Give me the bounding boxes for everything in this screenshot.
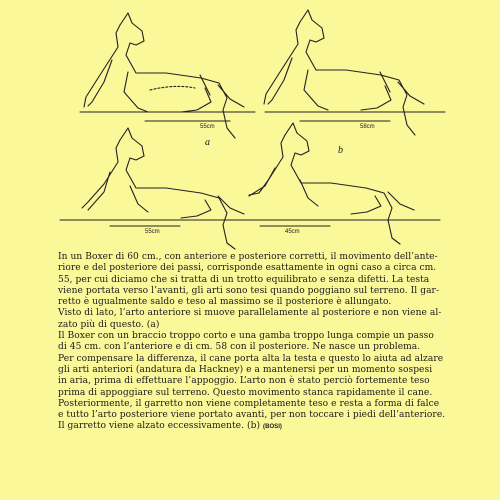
text-line: e tutto l’arto posteriore viene portato avanti, per non toccare i piedi dell’anteriore.: [58, 410, 446, 421]
text-line: riore e del posteriore dei passi, corrisponde esattamente in ogni caso a circa cm.: [58, 263, 437, 274]
text-line: di 45 cm. con l’anteriore e di cm. 58 con il posteriore. Ne nasce un problema.: [58, 342, 421, 353]
author-credit: (BOSI): [263, 424, 282, 431]
text-line: gli arti anteriori (andatura da Hackney) e a mantenersi per un momento sospesi: [58, 364, 433, 375]
dog-top-left: [84, 13, 244, 138]
measurement-top-right: 58cm: [360, 124, 375, 130]
article-text: [58, 252, 478, 434]
text-line-last: [58, 421, 478, 433]
text-line: Per compensare la differenza, il cane porta alta la testa e questo lo aiuta ad alzare: [58, 353, 444, 364]
text-line: Visto di lato, l’arto anteriore si muove parallelamente al posteriore e non viene al-: [58, 308, 442, 319]
measurement-top-left: 55cm: [200, 124, 215, 130]
text-line: prima di appoggiare sul terreno. Questo movimento stanca rapidamente il cane.: [58, 387, 433, 398]
text-line: 55, per cui diciamo che si tratta di un trotto equilibrato e senza difetti. La testa: [58, 274, 430, 285]
text-line: In un Boxer di 60 cm., con anteriore e posteriore corretti, il movimento dell’ante-: [58, 252, 438, 262]
dog-bottom-left: [82, 128, 244, 249]
figure-label-b: b: [338, 145, 343, 156]
text-line: Posteriormente, il garretto non viene completamente teso e resta a forma di falce: [58, 398, 440, 409]
text-line: retto è ugualmente saldo e teso al massimo se il posteriore è allungato.: [58, 297, 392, 308]
text-line: Il Boxer con un braccio troppo corto e una gamba troppo lunga compie un passo: [58, 331, 434, 342]
dog-top-right: [264, 10, 424, 135]
measurement-bottom-left: 55cm: [145, 229, 160, 235]
text-line: in aria, prima di effettuare l’appoggio. L’arto non è stato perciò fortemente teso: [58, 376, 430, 387]
figure-label-a: a: [205, 137, 210, 148]
text-line: zato più di questo. (a): [58, 319, 160, 330]
measurement-bottom-right: 45cm: [285, 229, 300, 235]
text-line: viene portata verso l’avanti, gli arti sono tesi quando poggiano sul terreno. Il gar-: [58, 285, 440, 296]
text-line: Il garretto viene alzato eccessivamente. (b): [58, 421, 261, 432]
